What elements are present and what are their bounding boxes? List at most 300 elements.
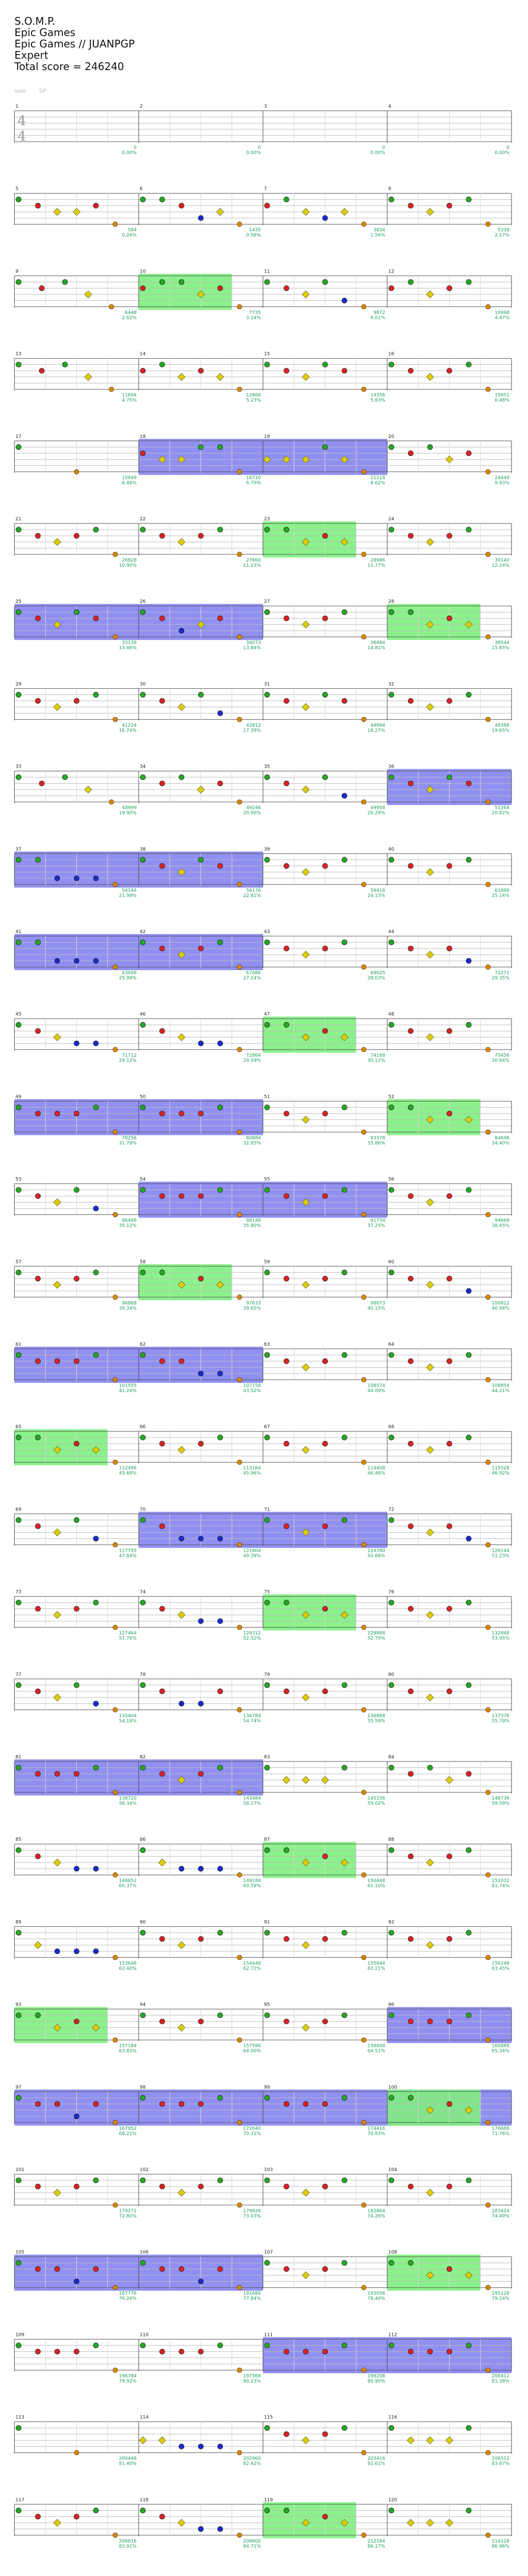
note-green: [389, 1765, 394, 1770]
measure-number: 73: [15, 1589, 22, 1595]
note-yellow-cymbal: [158, 1859, 166, 1866]
note-green: [389, 1270, 394, 1275]
note-red: [323, 2019, 328, 2024]
measure-percent: 45.68%: [119, 1471, 137, 1477]
note-green: [389, 857, 394, 862]
note-green: [466, 1848, 471, 1853]
note-red: [160, 2102, 165, 2107]
sp-phrase: [139, 1264, 232, 1300]
note-red: [427, 2349, 433, 2354]
measure-percent: 74.49%: [491, 2214, 509, 2219]
note-green: [16, 1930, 21, 1935]
note-green: [16, 2508, 21, 2513]
measure-percent: 59.02%: [367, 1801, 385, 1806]
chart-row: [14, 2332, 512, 2384]
note-green: [140, 1105, 145, 1110]
note-green: [16, 362, 21, 367]
note-kick: [113, 1707, 118, 1712]
note-green: [265, 1270, 270, 1275]
measure-percent: 8.62%: [370, 480, 385, 486]
chart-row: [14, 1177, 512, 1229]
note-kick: [109, 800, 114, 804]
note-red: [323, 863, 328, 869]
measure-score: 193056: [367, 2291, 385, 2297]
note-blue: [199, 1041, 204, 1046]
note-green: [93, 692, 98, 697]
note-red: [199, 1441, 204, 1446]
note-kick: [113, 1295, 118, 1299]
note-red: [408, 1771, 414, 1776]
note-green: [218, 2178, 223, 2183]
measure-score: 196784: [119, 2374, 137, 2379]
note-green: [140, 1517, 145, 1522]
measure-score: 202960: [243, 2456, 261, 2462]
note-red: [55, 2266, 60, 2272]
measure-percent: 25.99%: [119, 976, 137, 981]
measure-percent: 70.83%: [367, 2131, 385, 2137]
measure-percent: 86.96%: [491, 2544, 509, 2549]
note-red: [36, 616, 41, 621]
note-yellow-cymbal: [407, 2519, 414, 2527]
measure-percent: 83.87%: [491, 2461, 509, 2467]
note-kick: [237, 1295, 242, 1299]
note-green: [342, 1765, 347, 1770]
note-green: [265, 2178, 270, 2183]
sp-phrase: [139, 274, 232, 310]
note-yellow-cymbal: [426, 374, 434, 381]
measure-percent: 82.42%: [243, 2461, 261, 2467]
note-red: [93, 203, 98, 208]
measure-percent: 19.65%: [491, 728, 509, 734]
measure-percent: 43.52%: [243, 1388, 261, 1394]
note-green: [218, 2095, 223, 2100]
measure-score: 38544: [494, 640, 509, 646]
measure-percent: 21.99%: [119, 893, 137, 899]
note-green: [427, 1765, 433, 1770]
note-yellow-cymbal: [217, 208, 224, 215]
note-red: [74, 2349, 79, 2354]
note-yellow-cymbal: [426, 2189, 434, 2196]
measure-percent: 4.01%: [370, 315, 385, 321]
note-green: [389, 2343, 394, 2348]
note-red: [284, 1936, 289, 1941]
measure-percent: 29.59%: [243, 1058, 261, 1064]
note-red: [284, 946, 289, 951]
note-green: [342, 609, 347, 615]
measure-score: 0: [382, 145, 385, 150]
note-green: [74, 1683, 79, 1688]
note-kick: [486, 1212, 490, 1217]
chart-row: [14, 2167, 512, 2219]
note-green: [16, 1600, 21, 1605]
note-kick: [486, 1295, 490, 1299]
note-yellow-cymbal: [426, 1612, 434, 1619]
measure-score: 3834: [373, 228, 385, 233]
note-green: [389, 940, 394, 945]
measure-score: 63998: [122, 971, 137, 976]
note-green: [16, 2426, 21, 2431]
note-red: [466, 451, 471, 456]
measure-score: 11694: [122, 393, 137, 398]
chart-row: [14, 1837, 512, 1889]
note-green: [466, 2508, 471, 2513]
note-yellow-cymbal: [54, 1612, 61, 1619]
note-blue: [93, 1041, 98, 1046]
note-green: [16, 775, 21, 780]
measure-number: 60: [388, 1259, 394, 1265]
note-yellow-cymbal: [54, 2519, 61, 2527]
note-green: [389, 362, 394, 367]
note-green: [16, 2343, 21, 2348]
measure-number: 87: [264, 1837, 270, 1843]
note-yellow-cymbal: [302, 1281, 309, 1289]
note-kick: [113, 2285, 118, 2290]
sp-phrase: [387, 1099, 481, 1135]
note-blue: [199, 1701, 204, 1706]
note-red: [284, 698, 289, 703]
note-green: [140, 1765, 145, 1770]
measure-number: 49: [15, 1094, 22, 1100]
note-kick: [361, 2038, 366, 2042]
note-green: [389, 1022, 394, 1027]
sp-phrase: [387, 604, 481, 640]
note-green: [265, 692, 270, 697]
note-red: [36, 1276, 41, 1281]
note-green: [342, 1930, 347, 1935]
measure-number: 85: [15, 1837, 22, 1843]
measure-number: 86: [140, 1837, 146, 1843]
note-kick: [113, 1790, 118, 1795]
note-green: [140, 2508, 145, 2513]
note-green: [265, 2260, 270, 2265]
note-blue: [199, 2444, 204, 2449]
measure-number: 99: [264, 2084, 270, 2090]
note-yellow-cymbal: [302, 374, 309, 381]
measure-score: 101555: [119, 1383, 137, 1388]
note-kick: [361, 552, 366, 557]
note-red: [284, 2019, 289, 2024]
measure-number: 66: [140, 1425, 146, 1430]
measure-score: 157184: [119, 2043, 137, 2049]
note-yellow-cymbal: [426, 1364, 434, 1371]
note-red: [199, 946, 204, 951]
measure-number: 90: [140, 1920, 146, 1925]
note-yellow-cymbal: [426, 1941, 434, 1948]
note-green: [408, 609, 414, 615]
note-red: [447, 1854, 452, 1859]
measure-number: 89: [15, 1920, 22, 1925]
measure-score: 152032: [491, 1878, 509, 1884]
note-red: [284, 1276, 289, 1281]
measure-number: 69: [15, 1507, 22, 1513]
measure-number: 35: [264, 764, 270, 770]
measure-number: 67: [264, 1425, 270, 1430]
measure-percent: 59.59%: [491, 1801, 509, 1806]
note-green: [218, 1105, 223, 1110]
note-red: [284, 616, 289, 621]
measure-percent: 13.84%: [243, 646, 261, 651]
measure-score: 156248: [491, 1961, 509, 1967]
note-red: [55, 2102, 60, 2107]
measure-number: 120: [388, 2497, 398, 2503]
note-green: [179, 279, 184, 284]
note-green: [16, 2095, 21, 2100]
note-green: [16, 1848, 21, 1853]
note-kick: [486, 2120, 490, 2125]
note-green: [62, 775, 68, 780]
note-yellow-cymbal: [302, 869, 309, 876]
measure-score: 72864: [246, 1053, 261, 1059]
note-kick: [361, 1212, 366, 1217]
measure-score: 132848: [491, 1631, 509, 1636]
note-green: [265, 1930, 270, 1935]
measure-score: 154448: [243, 1961, 261, 1967]
measure-number: 28: [388, 599, 394, 605]
measure-percent: 47.84%: [119, 1553, 137, 1559]
note-green: [389, 1848, 394, 1853]
measure-number: 17: [15, 434, 22, 439]
note-green: [466, 1930, 471, 1935]
note-green: [74, 1517, 79, 1522]
note-blue: [179, 1866, 184, 1871]
measure-number: 104: [388, 2167, 398, 2173]
note-red: [323, 2432, 328, 2437]
chart-row: [14, 1012, 512, 1063]
note-green: [16, 1683, 21, 1688]
measure-percent: 0.00%: [122, 150, 137, 156]
measure-percent: 14.81%: [367, 646, 385, 651]
note-red: [323, 616, 328, 621]
note-kick: [486, 965, 490, 970]
note-green: [16, 1517, 21, 1522]
measure-number: 13: [15, 351, 22, 357]
note-yellow-cymbal: [178, 703, 185, 710]
note-red: [55, 1359, 60, 1364]
note-red: [323, 1028, 328, 1033]
note-red: [323, 1276, 328, 1281]
sp-phrase: [387, 2255, 481, 2291]
note-yellow-cymbal: [54, 208, 61, 215]
note-kick: [113, 1378, 118, 1382]
note-green: [265, 609, 270, 615]
note-yellow-cymbal: [178, 1446, 185, 1453]
note-blue: [218, 710, 223, 716]
note-red: [199, 1276, 204, 1281]
measure-number: 23: [264, 517, 270, 522]
note-kick: [237, 469, 242, 474]
measure-percent: 25.14%: [491, 893, 509, 899]
note-red: [160, 863, 165, 869]
measure-number: 55: [264, 1177, 270, 1182]
note-red: [323, 2349, 328, 2354]
note-yellow-cymbal: [426, 1033, 434, 1041]
note-green: [199, 857, 204, 862]
note-kick: [361, 1790, 366, 1795]
note-red: [199, 1936, 204, 1941]
note-red: [160, 1689, 165, 1694]
chart-row: [14, 1672, 512, 1724]
measure-percent: 80.23%: [243, 2379, 261, 2384]
measure-percent: 2.62%: [122, 315, 137, 321]
note-red: [447, 1441, 452, 1446]
chart-row: [14, 269, 512, 320]
measure-number: 3: [264, 104, 267, 109]
measure-percent: 6.48%: [494, 398, 509, 403]
note-green: [265, 2013, 270, 2018]
measure-score: 10998: [494, 310, 509, 316]
note-red: [408, 1276, 414, 1281]
note-red: [323, 1689, 328, 1694]
note-red: [408, 368, 414, 374]
measure-percent: 6.79%: [246, 480, 261, 486]
measure-percent: 28.03%: [367, 976, 385, 981]
measure-percent: 53.95%: [491, 1636, 509, 1641]
measure-number: 68: [388, 1425, 394, 1430]
measure-number: 79: [264, 1672, 270, 1677]
note-kick: [237, 1047, 242, 1052]
note-green: [323, 362, 328, 367]
note-red: [160, 1523, 165, 1529]
note-green: [265, 2426, 270, 2431]
measure-percent: 64.00%: [243, 2048, 261, 2054]
measure-score: 158848: [367, 2043, 385, 2049]
measure-percent: 54.18%: [119, 1718, 137, 1724]
note-blue: [55, 958, 60, 963]
measure-score: 129312: [243, 1631, 261, 1636]
note-green: [140, 1022, 145, 1027]
note-red: [179, 1194, 184, 1199]
note-green: [466, 1600, 471, 1605]
note-kick: [113, 1460, 118, 1465]
measure-score: 199208: [367, 2374, 385, 2379]
note-yellow-cymbal: [426, 538, 434, 546]
note-kick: [361, 1460, 366, 1465]
note-kick: [237, 1790, 242, 1795]
measure-score: 157596: [243, 2043, 261, 2049]
measure-number: 81: [15, 1755, 22, 1760]
measure-number: 100: [388, 2084, 398, 2090]
measure-percent: 73.03%: [243, 2214, 261, 2219]
measure-score: 108574: [367, 1383, 385, 1388]
note-kick: [486, 1460, 490, 1465]
note-red: [55, 1111, 60, 1116]
note-yellow-cymbal: [302, 1776, 309, 1784]
note-kick: [361, 2203, 366, 2208]
measure-percent: 51.76%: [119, 1636, 137, 1641]
note-green: [265, 1683, 270, 1688]
note-green: [140, 197, 145, 202]
note-red: [160, 1936, 165, 1941]
note-red: [408, 698, 414, 703]
note-yellow-cymbal: [341, 208, 348, 215]
song-charter: Epic Games // JUANPGP: [14, 38, 135, 50]
chart-row: [14, 104, 512, 156]
note-red: [447, 1194, 452, 1199]
measure-percent: 72.80%: [119, 2214, 137, 2219]
note-red: [447, 1689, 452, 1694]
measure-score: 133404: [119, 1713, 137, 1719]
note-red: [408, 2349, 414, 2354]
measure-percent: 0.00%: [246, 150, 261, 156]
measure-number: 21: [15, 517, 22, 522]
note-blue: [179, 2444, 184, 2449]
measure-number: 27: [264, 599, 270, 605]
measure-score: 0: [506, 145, 509, 150]
note-blue: [74, 1866, 79, 1871]
measure-percent: 0.58%: [246, 233, 261, 239]
note-red: [74, 1359, 79, 1364]
measure-percent: 64.51%: [367, 2048, 385, 2054]
note-blue: [93, 1206, 98, 1211]
measure-number: 26: [140, 599, 146, 605]
note-kick: [237, 717, 242, 722]
note-red: [342, 368, 347, 374]
measure-score: 26828: [122, 558, 137, 563]
note-kick: [486, 222, 490, 227]
note-green: [323, 445, 328, 450]
note-kick: [237, 1625, 242, 1630]
note-yellow-cymbal: [54, 703, 61, 710]
note-red: [447, 533, 452, 538]
measure-number: 106: [140, 2250, 149, 2256]
note-green: [140, 2260, 145, 2265]
note-green: [265, 279, 270, 284]
note-green: [342, 857, 347, 862]
measure-percent: 31.78%: [119, 1141, 137, 1146]
measure-number: 44: [388, 929, 394, 935]
note-kick: [361, 1707, 366, 1712]
chart-row: [14, 929, 512, 981]
note-yellow-cymbal: [178, 2519, 185, 2527]
measure-percent: 4.75%: [122, 398, 137, 403]
note-blue: [55, 1948, 60, 1954]
note-kick: [237, 2120, 242, 2125]
note-kick: [113, 1543, 118, 1547]
note-red: [160, 1194, 165, 1199]
note-kick: [237, 1378, 242, 1382]
note-red: [447, 1028, 452, 1033]
measure-number: 109: [15, 2332, 25, 2338]
measure-percent: 51.23%: [491, 1553, 509, 1559]
note-yellow-cymbal: [178, 1941, 185, 1948]
measure-score: 112496: [119, 1466, 137, 1471]
note-red: [36, 1028, 41, 1033]
measure-percent: 11.77%: [367, 563, 385, 568]
measure-percent: 84.71%: [243, 2544, 261, 2549]
note-yellow-cymbal: [302, 1694, 309, 1701]
note-green: [265, 1435, 270, 1440]
note-green: [140, 2178, 145, 2183]
note-green: [16, 1105, 21, 1110]
measure-number: 47: [264, 1012, 270, 1018]
measure-number: 4: [388, 104, 391, 109]
measure-score: 200448: [119, 2456, 137, 2462]
note-red: [342, 698, 347, 703]
measure-number: 15: [264, 351, 270, 357]
measure-number: 1: [15, 104, 19, 109]
note-red: [323, 533, 328, 538]
measure-score: 108854: [491, 1383, 509, 1388]
measure-number: 102: [140, 2167, 149, 2173]
measure-number: 113: [15, 2415, 25, 2420]
measure-score: 36484: [370, 640, 385, 646]
note-yellow-cymbal: [302, 1446, 309, 1453]
note-green: [284, 197, 289, 202]
measure-number: 105: [15, 2250, 25, 2256]
note-blue: [93, 1948, 98, 1954]
note-yellow-cymbal: [54, 1694, 61, 1701]
note-red: [447, 2266, 452, 2272]
